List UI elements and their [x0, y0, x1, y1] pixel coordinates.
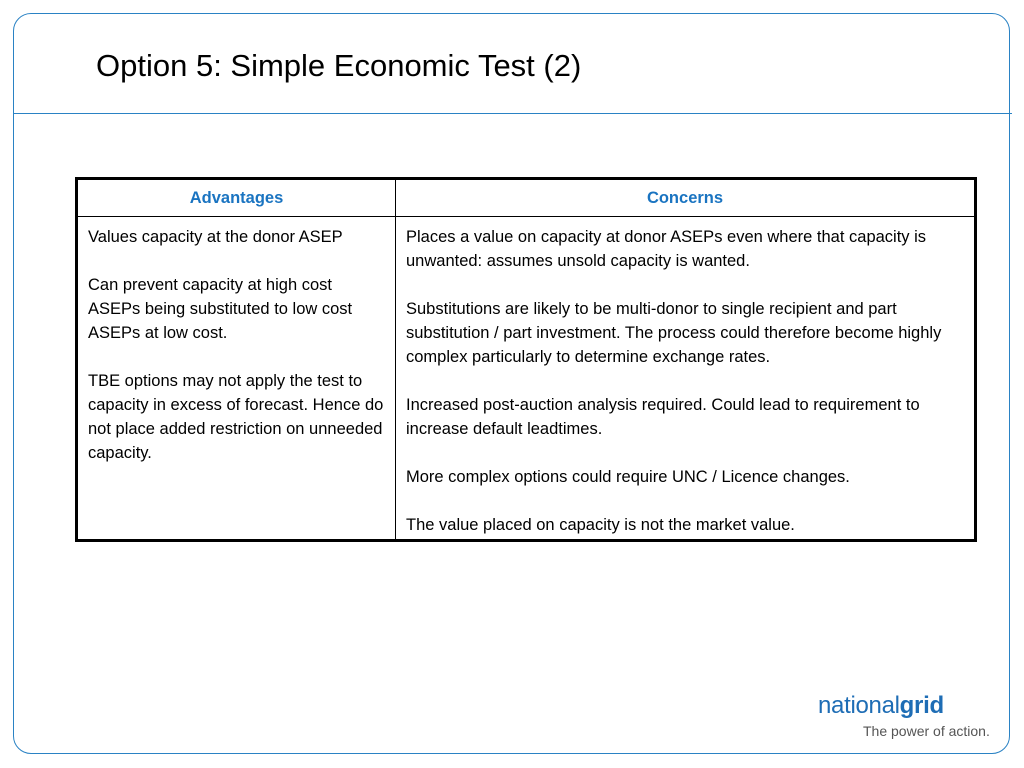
concern-item: Places a value on capacity at donor ASEPs even where that capacity is unwanted: assumes unsold capacity is wanted.	[406, 228, 927, 270]
logo-tagline: The power of action.	[863, 723, 990, 739]
concerns-header: Concerns	[396, 179, 976, 217]
slide-title: Option 5: Simple Economic Test (2)	[96, 48, 582, 83]
concern-item: Increased post-auction analysis required. Could lead to requirement to increase default leadtimes.	[406, 396, 920, 438]
concern-item: Substitutions are likely to be multi-donor to single recipient and part substitution / part investment. The process could therefore become highly complex particularly to determine exchange rates.	[406, 300, 942, 366]
concerns-cell	[396, 217, 976, 541]
table-header-row	[77, 179, 976, 217]
concern-item: More complex options could require UNC / Licence changes.	[406, 468, 850, 486]
logo-wordmark	[818, 692, 944, 720]
national-grid-logo	[818, 692, 998, 752]
concern-item: The value placed on capacity is not the market value.	[406, 516, 795, 534]
advantages-header: Advantages	[77, 179, 396, 217]
logo-word-grid: grid	[899, 692, 944, 719]
advantage-item: Values capacity at the donor ASEP	[88, 228, 343, 246]
table-row	[77, 217, 976, 541]
logo-word-national: national	[818, 692, 900, 719]
advantage-item: Can prevent capacity at high cost ASEPs being substituted to low cost ASEPs at low cost.	[88, 276, 353, 342]
advantages-cell	[77, 217, 396, 541]
advantage-item: TBE options may not apply the test to capacity in excess of forecast. Hence do not place added restriction on unneeded capacity.	[88, 372, 384, 462]
title-divider	[13, 113, 1012, 114]
comparison-table	[75, 177, 977, 542]
